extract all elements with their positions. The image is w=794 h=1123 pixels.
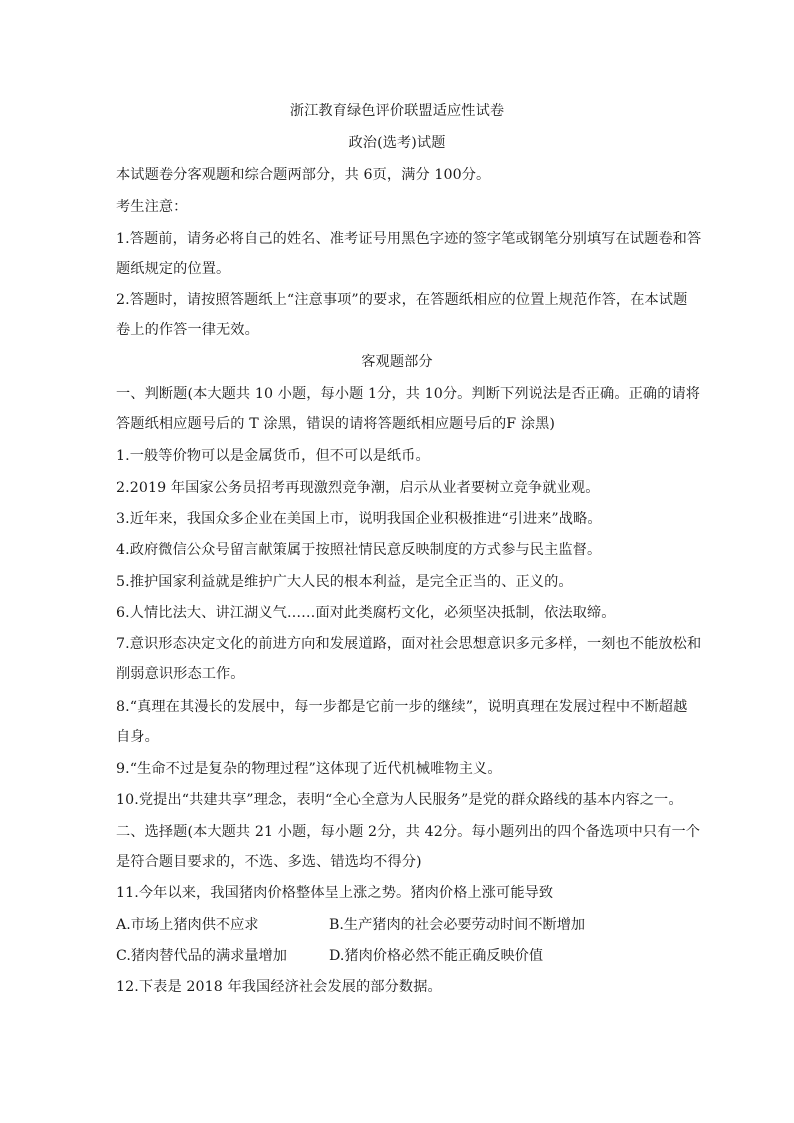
question-11-option-d: D.猪肉价格必然不能正确反映价值	[329, 948, 544, 964]
question-11-option-a: A.市场上猪肉供不应求	[116, 917, 259, 933]
exam-title: 浙江教育绿色评价联盟适应性试卷	[289, 103, 505, 119]
notice-heading: 考生注意：	[116, 199, 188, 215]
question-10: 10.党提出“共建共享”理念，表明“全心全意为人民服务”是党的群众路线的基本内容之一。	[116, 792, 683, 808]
notice-item-1-line-1: 1.答题前，请务必将自己的姓名、准考证号用黑色字迹的签字笔或钢笔分别填写在试题卷和答	[116, 231, 702, 247]
question-6: 6.人情比法大、讲江湖义气……面对此类腐朽文化，必须坚决抵制，依法取缔。	[116, 605, 616, 621]
section-title: 客观题部分	[361, 354, 433, 370]
exam-subtitle: 政治(选考)试题	[348, 135, 446, 151]
question-5: 5.推护国家利益就是维护广大人民的根本利益，是完全正当的、正义的。	[116, 574, 573, 590]
question-8-line-1: 8.“真理在其漫长的发展中，每一步都是它前一步的继续”，说明真理在发展过程中不断超越	[116, 699, 688, 715]
question-8-line-2: 自身。	[116, 729, 159, 745]
part2-instructions-line-2: 是符合题目要求的，不选、多选、错选均不得分)	[116, 854, 422, 870]
part1-instructions-line-2: 答题纸相应题号后的 T 涂黑，错误的请将答题纸相应题号后的F 涂黑)	[116, 416, 556, 432]
exam-intro: 本试题卷分客观题和综合题两部分，共 6页，满分 100分。	[116, 167, 491, 183]
part1-instructions-line-1: 一、判断题(本大题共 10 小题，每小题 1分，共 10分。判断下列说法是否正确。正确的请将	[116, 386, 701, 402]
notice-item-2-line-2: 卷上的作答一律无效。	[116, 322, 259, 338]
question-1: 1.一般等价物可以是金属货币，但不可以是纸币。	[116, 448, 430, 464]
notice-item-1-line-2: 题纸规定的位置。	[116, 261, 231, 277]
question-2: 2.2019 年国家公务员招考再现激烈竞争潮，启示从业者要树立竞争就业观。	[116, 480, 600, 496]
question-12: 12.下表是 2018 年我国经济社会发展的部分数据。	[116, 979, 442, 995]
question-7-line-2: 削弱意识形态工作。	[116, 666, 245, 682]
question-4: 4.政府微信公众号留言献策属于按照社情民意反映制度的方式参与民主监督。	[116, 542, 602, 558]
question-7-line-1: 7.意识形态决定文化的前进方向和发展道路，面对社会思想意识多元多样，一刻也不能放松和	[116, 636, 702, 652]
question-3: 3.近年来，我国众多企业在美国上市，说明我国企业积极推进“引进来”战略。	[116, 511, 602, 527]
question-11: 11.今年以来，我国猪肉价格整体呈上涨之势。猪肉价格上涨可能导致	[116, 885, 554, 901]
question-11-option-c: C.猪肉替代品的满求量增加	[116, 948, 287, 964]
notice-item-2-line-1: 2.答题时，请按照答题纸上“注意事项”的要求，在答题纸相应的位置上规范作答，在本试题	[116, 292, 688, 308]
question-11-option-b: B.生产猪肉的社会必要劳动时间不断增加	[329, 917, 586, 933]
part2-instructions-line-1: 二、选择题(本大题共 21 小题，每小题 2分，共 42分。每小题列出的四个备选项中只有一个	[116, 824, 701, 840]
question-9: 9.“生命不过是复杂的物理过程”这体现了近代机械唯物主义。	[116, 761, 502, 777]
